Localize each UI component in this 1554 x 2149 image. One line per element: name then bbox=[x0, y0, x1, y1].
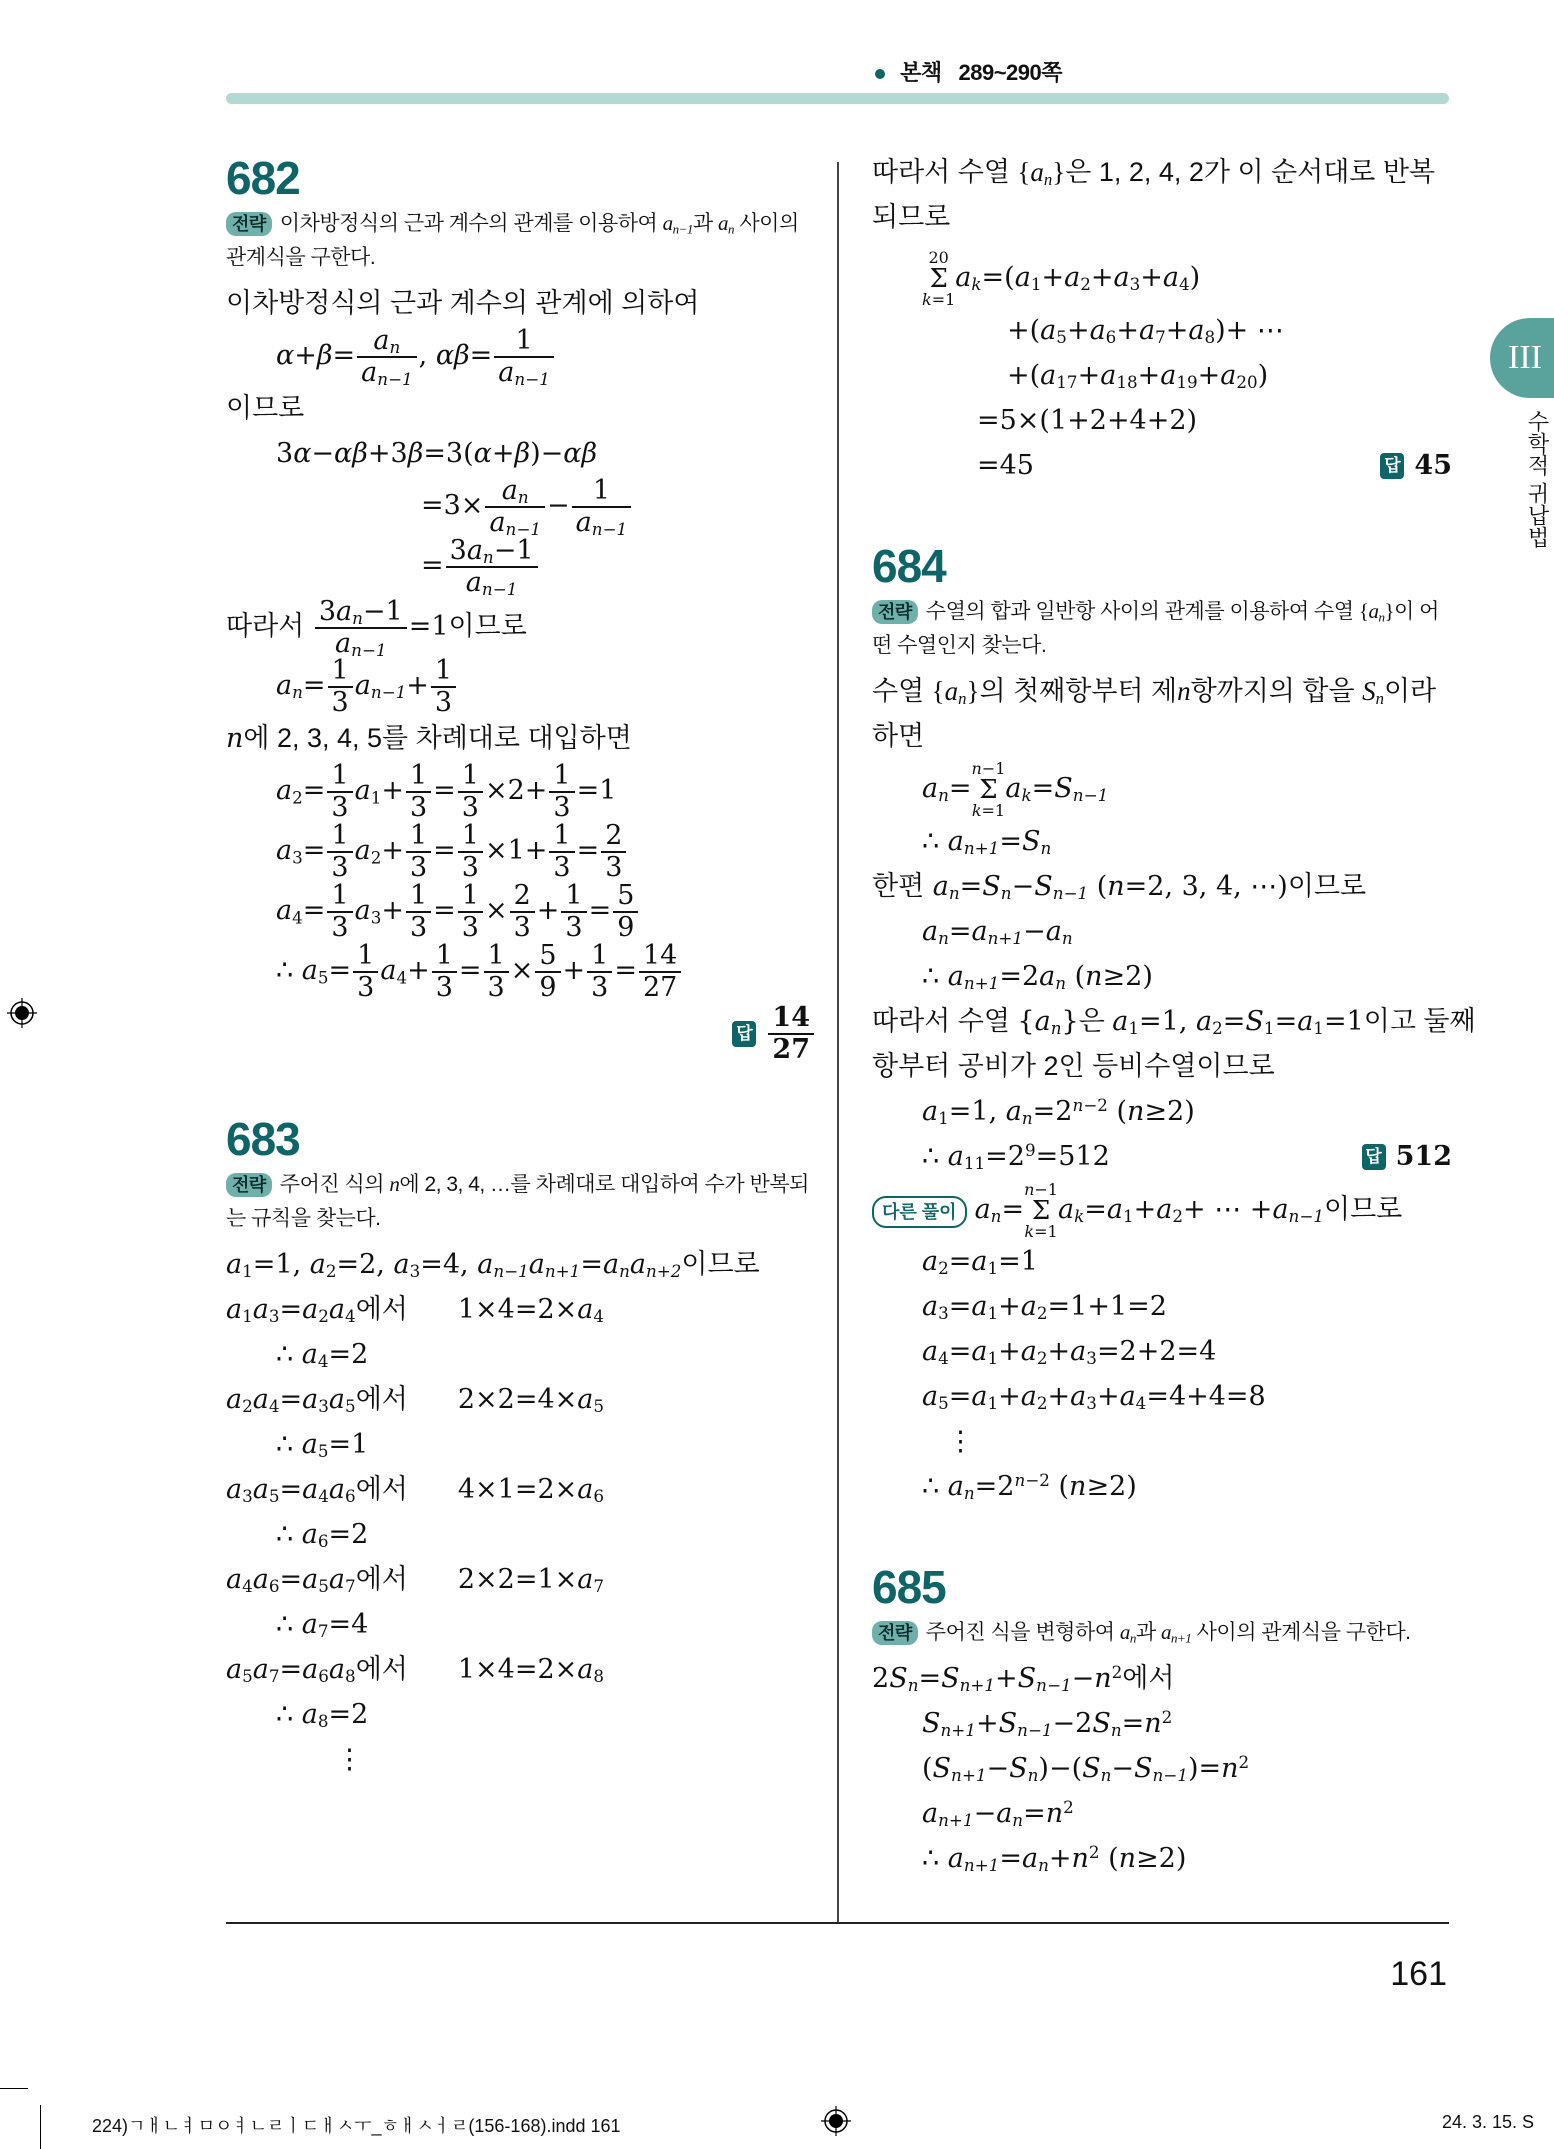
math-line: $+(a_5+a_6+a_7+a_8)+$ ⋯ bbox=[1007, 315, 1284, 348]
header-bar bbox=[226, 93, 1449, 104]
spacer bbox=[872, 240, 1452, 248]
answer-row bbox=[226, 1001, 816, 1065]
step-result: ∴ $a_6=2$ bbox=[276, 1519, 369, 1552]
text: 에서 bbox=[355, 1654, 408, 1684]
text: 이므로 bbox=[1324, 1194, 1403, 1224]
alternative-tag: 다른 풀이 bbox=[872, 1196, 967, 1228]
math-line: 3α−αβ+3β=3(α+β)−αβ bbox=[276, 438, 598, 469]
file-slug: 224)ㄱㅐㄴㅕㅁㅇㅕㄴㄹㅣㄷㅐㅅㅜ_ㅎㅐㅅㅓㄹ(156-168).indd 161 bbox=[92, 2116, 621, 2136]
step-line: $a_3a_5=a_4a_6$에서 $4\times 1=2\times a_6$ bbox=[226, 1474, 605, 1507]
spacer bbox=[872, 1509, 1452, 1559]
step-line: $a_5a_7=a_6a_8$에서 $1\times 4=2\times a_8$ bbox=[226, 1654, 605, 1687]
text-line: 항부터 공비가 2인 등비수열이므로 bbox=[872, 1051, 1275, 1081]
text: 이므로 bbox=[681, 1249, 760, 1279]
problem-number: 684 bbox=[872, 540, 946, 592]
page-range: 289~290쪽 bbox=[958, 60, 1062, 85]
math-line: $a_2=$ $\frac{1}{3}$ $a_1+$ $\frac{1}{3}$ = $\frac{1}{3}$ ×2+ $\frac{1}{3}$ =1 bbox=[276, 760, 617, 823]
spacer bbox=[872, 488, 1452, 538]
text: 에서 bbox=[355, 1294, 408, 1324]
text: 이므로 bbox=[1287, 871, 1367, 901]
bottom-rule bbox=[226, 1922, 1449, 1924]
step-result: ∴ $a_7=4$ bbox=[276, 1609, 369, 1642]
vertical-ellipsis: ⋮ bbox=[947, 1426, 974, 1457]
text: 에서 bbox=[355, 1474, 408, 1504]
step-line: $a_1a_3=a_2a_4$에서 $1\times 4=2\times a_4$ bbox=[226, 1294, 605, 1327]
text: 항까지의 합을 bbox=[1190, 676, 1363, 706]
math-line bbox=[872, 443, 1452, 488]
math-line: = $\frac{3a_n-1}{a_{n-1}}$ bbox=[226, 536, 816, 596]
strategy-note: 전략 수열의 합과 일반항 사이의 관계를 이용하여 수열 $\{a_n\}$이 어떤 수열인지 찾는다. bbox=[872, 599, 1439, 657]
math-line: $2S_n=S_{n+1}+S_{n-1}-n^2$에서 bbox=[872, 1661, 1175, 1696]
answer-badge: 답 bbox=[1362, 1144, 1386, 1170]
answer-badge: 답 bbox=[732, 1021, 756, 1047]
math-line: =3× $\frac{a_n}{a_{n-1}}$ − $\frac{1}{a_{n-1}}$ bbox=[226, 476, 816, 536]
answer bbox=[1380, 443, 1452, 488]
math-line: $a_5=a_1+a_2+a_3+a_4=4+4=8$ bbox=[922, 1381, 1266, 1414]
strategy-note: 전략 이차방정식의 근과 계수의 관계를 이용하여 $a_{n-1}$과 $a_n$ 사이의 관계식을 구한다. bbox=[226, 211, 799, 269]
text-line: n에 2, 3, 4, 5를 차례대로 대입하면 bbox=[226, 723, 632, 754]
step-line: $a_2a_4=a_3a_5$에서 $2\times 2=4\times a_5$ bbox=[226, 1384, 605, 1417]
text: 은 1, 2, 4, 2가 이 순서대로 반복되므로 bbox=[872, 157, 1436, 232]
strategy-text: 사이의 관계식을 구한다. bbox=[226, 212, 799, 269]
text: 이라 하면 bbox=[872, 676, 1437, 751]
answer-denominator: 27 bbox=[772, 1034, 810, 1065]
text-line: 따라서 수열 $\{a_n\}$은 1, 2, 4, 2가 이 순서대로 반복되므로 bbox=[872, 157, 1436, 232]
math-line: =5×(1+2+4+2) bbox=[977, 405, 1198, 436]
bullet-icon bbox=[875, 69, 885, 79]
text-line: 수열 $\{a_n\}$의 첫째항부터 제n항까지의 합을 $S_n$이라 하면 bbox=[872, 676, 1437, 751]
registration-mark-icon bbox=[821, 2106, 851, 2136]
text: 한편 bbox=[872, 871, 925, 901]
answer-badge: 답 bbox=[1380, 453, 1404, 479]
strategy-tag: 전략 bbox=[872, 600, 918, 624]
answer bbox=[1362, 1134, 1452, 1179]
problem-682 bbox=[226, 150, 816, 1065]
math-line: ∴ $a_{n+1}=2a_n$ (n≥2) bbox=[922, 961, 1153, 994]
text: 의 첫째항부터 제 bbox=[979, 676, 1178, 706]
strategy-text: 사이의 관계식을 구한다. bbox=[1191, 1621, 1411, 1644]
math-line: $a_3=a_1+a_2=1+1=2$ bbox=[922, 1291, 1167, 1324]
math-line: $a_3=$ $\frac{1}{3}$ $a_2+$ $\frac{1}{3}$ = $\frac{1}{3}$ ×1+ $\frac{1}{3}$ = $\frac{2}{3}$ bbox=[226, 821, 816, 881]
problem-number: 683 bbox=[226, 1113, 300, 1165]
problem-685 bbox=[872, 1559, 1452, 1881]
step-result: ∴ $a_8=2$ bbox=[276, 1699, 369, 1732]
text-line: 이므로 bbox=[226, 393, 305, 423]
text: =45 bbox=[977, 450, 1034, 481]
vertical-ellipsis: ⋮ bbox=[336, 1744, 363, 1775]
math-line: $a_2=a_1=1$ bbox=[922, 1246, 1038, 1279]
answer bbox=[732, 1003, 816, 1064]
strategy-text: 이차방정식의 근과 계수의 관계를 이용하여 bbox=[279, 212, 663, 235]
strategy-text: 주어진 식의 bbox=[279, 1173, 390, 1196]
math-line: $a_1=1$, $a_2=2$, $a_3=4$, $a_{n-1}a_{n+1}=a_na_{n+2}$이므로 bbox=[226, 1249, 760, 1282]
math-line: $a_{n+1}-a_n=n^2$ bbox=[922, 1796, 1074, 1831]
math-line: $a_1=1$, $a_n=2^{n-2}$ (n≥2) bbox=[922, 1094, 1195, 1129]
answer-value: 512 bbox=[1395, 1141, 1452, 1172]
math-line: 20 Σ $k=1a_k=(a_1+a_2+a_3+a_4)$ bbox=[922, 247, 1201, 309]
chapter-tab bbox=[1490, 318, 1554, 398]
strategy-tag: 전략 bbox=[872, 1621, 918, 1645]
math-line: ∴ $a_n=2^{n-2}$ (n≥2) bbox=[922, 1469, 1137, 1504]
crop-mark bbox=[0, 2088, 28, 2089]
step-result: ∴ $a_4=2$ bbox=[276, 1339, 369, 1372]
text: 따라서 수열 bbox=[872, 1006, 1018, 1036]
text: 에서 bbox=[355, 1384, 408, 1414]
text-line: 이차방정식의 근과 계수의 관계에 의하여 bbox=[226, 288, 700, 318]
problem-683 bbox=[226, 1111, 816, 1782]
strategy-text: 과 bbox=[692, 212, 719, 235]
strategy-tag: 전략 bbox=[226, 1173, 272, 1197]
problem-683-continued bbox=[872, 150, 1452, 488]
strategy-text: 과 bbox=[1135, 1621, 1161, 1644]
math-line: $+(a_{17}+a_{18}+a_{19}+a_{20})$ bbox=[1007, 360, 1269, 393]
book-label: 본책 bbox=[900, 60, 942, 85]
math-line: 따라서 $\frac{3a_n-1}{a_{n-1}}$ =1이므로 bbox=[226, 595, 527, 660]
registration-mark-icon bbox=[7, 998, 37, 1028]
spacer bbox=[226, 1061, 816, 1111]
page-number: 161 bbox=[1390, 1955, 1447, 1993]
math-line: ∴ $a_{n+1}=a_n+n^2$ (n≥2) bbox=[922, 1841, 1187, 1876]
problem-number: 685 bbox=[872, 1561, 946, 1613]
strategy-text: 이 어떤 수열인지 찾는다. bbox=[872, 600, 1439, 657]
math-line: ∴ $a_5=$ $\frac{1}{3}$ $a_4+$ $\frac{1}{3}$ = $\frac{1}{3}$ × $\frac{5}{9}$ + $\frac{1}{3}$ = $\frac{14}{27}$ bbox=[226, 941, 816, 1001]
page-reference bbox=[875, 56, 1063, 87]
text: =1이므로 bbox=[408, 611, 527, 642]
step-result: ∴ $a_5=1$ bbox=[276, 1429, 369, 1462]
print-date: 24. 3. 15. S bbox=[1442, 2112, 1535, 2132]
answer-numerator: 14 bbox=[768, 1003, 814, 1035]
strategy-text: 에 2, 3, 4, …를 차례대로 대입하여 수가 반복되는 규칙을 찾는다. bbox=[226, 1173, 809, 1230]
text: 에서 bbox=[1122, 1663, 1175, 1693]
math-line: $a_n=n-1$ Σ $k=1a_k=S_{n-1}$ bbox=[922, 758, 1109, 820]
problem-number: 682 bbox=[226, 152, 300, 204]
text: 이고 둘째 bbox=[1363, 1006, 1476, 1036]
strategy-note: 전략 주어진 식의 n에 2, 3, 4, …를 차례대로 대입하여 수가 반복되는 규칙을 찾는다. bbox=[226, 1172, 809, 1230]
text: 은 bbox=[1078, 1006, 1113, 1036]
math-line: $a_4=a_1+a_2+a_3=2+2=4$ bbox=[922, 1336, 1217, 1369]
alternative-solution: 다른 풀이 $a_n=n-1$ Σ $k=1a_k=a_1+a_2+$ ⋯ $+a_{n-1}$이므로 bbox=[872, 1179, 1452, 1239]
strategy-note: 전략 주어진 식을 변형하여 $a_n$과 $a_{n+1}$ 사이의 관계식을 구한다. bbox=[872, 1615, 1452, 1650]
math-line: $S_{n+1}+S_{n-1}-2S_n=n^2$ bbox=[922, 1706, 1173, 1741]
math-line: α+β= $\frac{a_n}{a_{n-1}}$ , αβ= $\frac{1}{a_{n-1}}$ bbox=[226, 326, 816, 386]
math-line: $a_n=$ $\frac{1}{3}$ $a_{n-1}+$ $\frac{1}{3}$ bbox=[226, 656, 816, 716]
problem-684 bbox=[872, 538, 1476, 1509]
chapter-label: 수학적 귀납법 bbox=[1525, 410, 1550, 549]
text: 에 2, 3, 4, 5를 차례대로 대입하면 bbox=[243, 723, 632, 753]
text: 따라서 bbox=[226, 611, 305, 641]
crop-mark bbox=[40, 2105, 41, 2149]
math-line: $a_4=$ $\frac{1}{3}$ $a_3+$ $\frac{1}{3}$ = $\frac{1}{3}$ × $\frac{2}{3}$ + $\frac{1}{3}$ = $\frac{5}{9}$ bbox=[226, 881, 816, 941]
right-column bbox=[872, 150, 1476, 1881]
text: 수열 bbox=[872, 676, 932, 706]
column-divider bbox=[837, 162, 839, 1922]
math-line: ∴ $a_{n+1}=S_n$ bbox=[922, 826, 1052, 859]
strategy-text: 수열의 합과 일반항 사이의 관계를 이용하여 수열 bbox=[925, 600, 1359, 623]
left-column bbox=[226, 150, 816, 1782]
text: 따라서 수열 bbox=[872, 157, 1018, 187]
math-line: 한편 $a_n=S_n-S_{n-1}$ (n=2, 3, 4, ⋯)이므로 bbox=[872, 871, 1367, 904]
math-line: ∴ $a_{11}=2^9=512$ 답 512 bbox=[872, 1134, 1452, 1179]
answer-value: 45 bbox=[1414, 450, 1452, 481]
step-line: $a_4a_6=a_5a_7$에서 $2\times 2=1\times a_7$ bbox=[226, 1564, 605, 1597]
chapter-numeral: III bbox=[1508, 339, 1542, 376]
math-line: 따라서 수열 $\{a_n\}$은 $a_1=1$, $a_2=S_1=a_1=1$이고 둘째 bbox=[872, 1006, 1476, 1039]
strategy-tag: 전략 bbox=[226, 212, 272, 236]
strategy-text: 주어진 식을 변형하여 bbox=[925, 1621, 1120, 1644]
math-line: $(S_{n+1}-S_n)-(S_n-S_{n-1})=n^2$ bbox=[922, 1751, 1250, 1786]
math-line: $a_n=a_{n+1}-a_n$ bbox=[922, 916, 1073, 949]
text: 에서 bbox=[355, 1564, 408, 1594]
